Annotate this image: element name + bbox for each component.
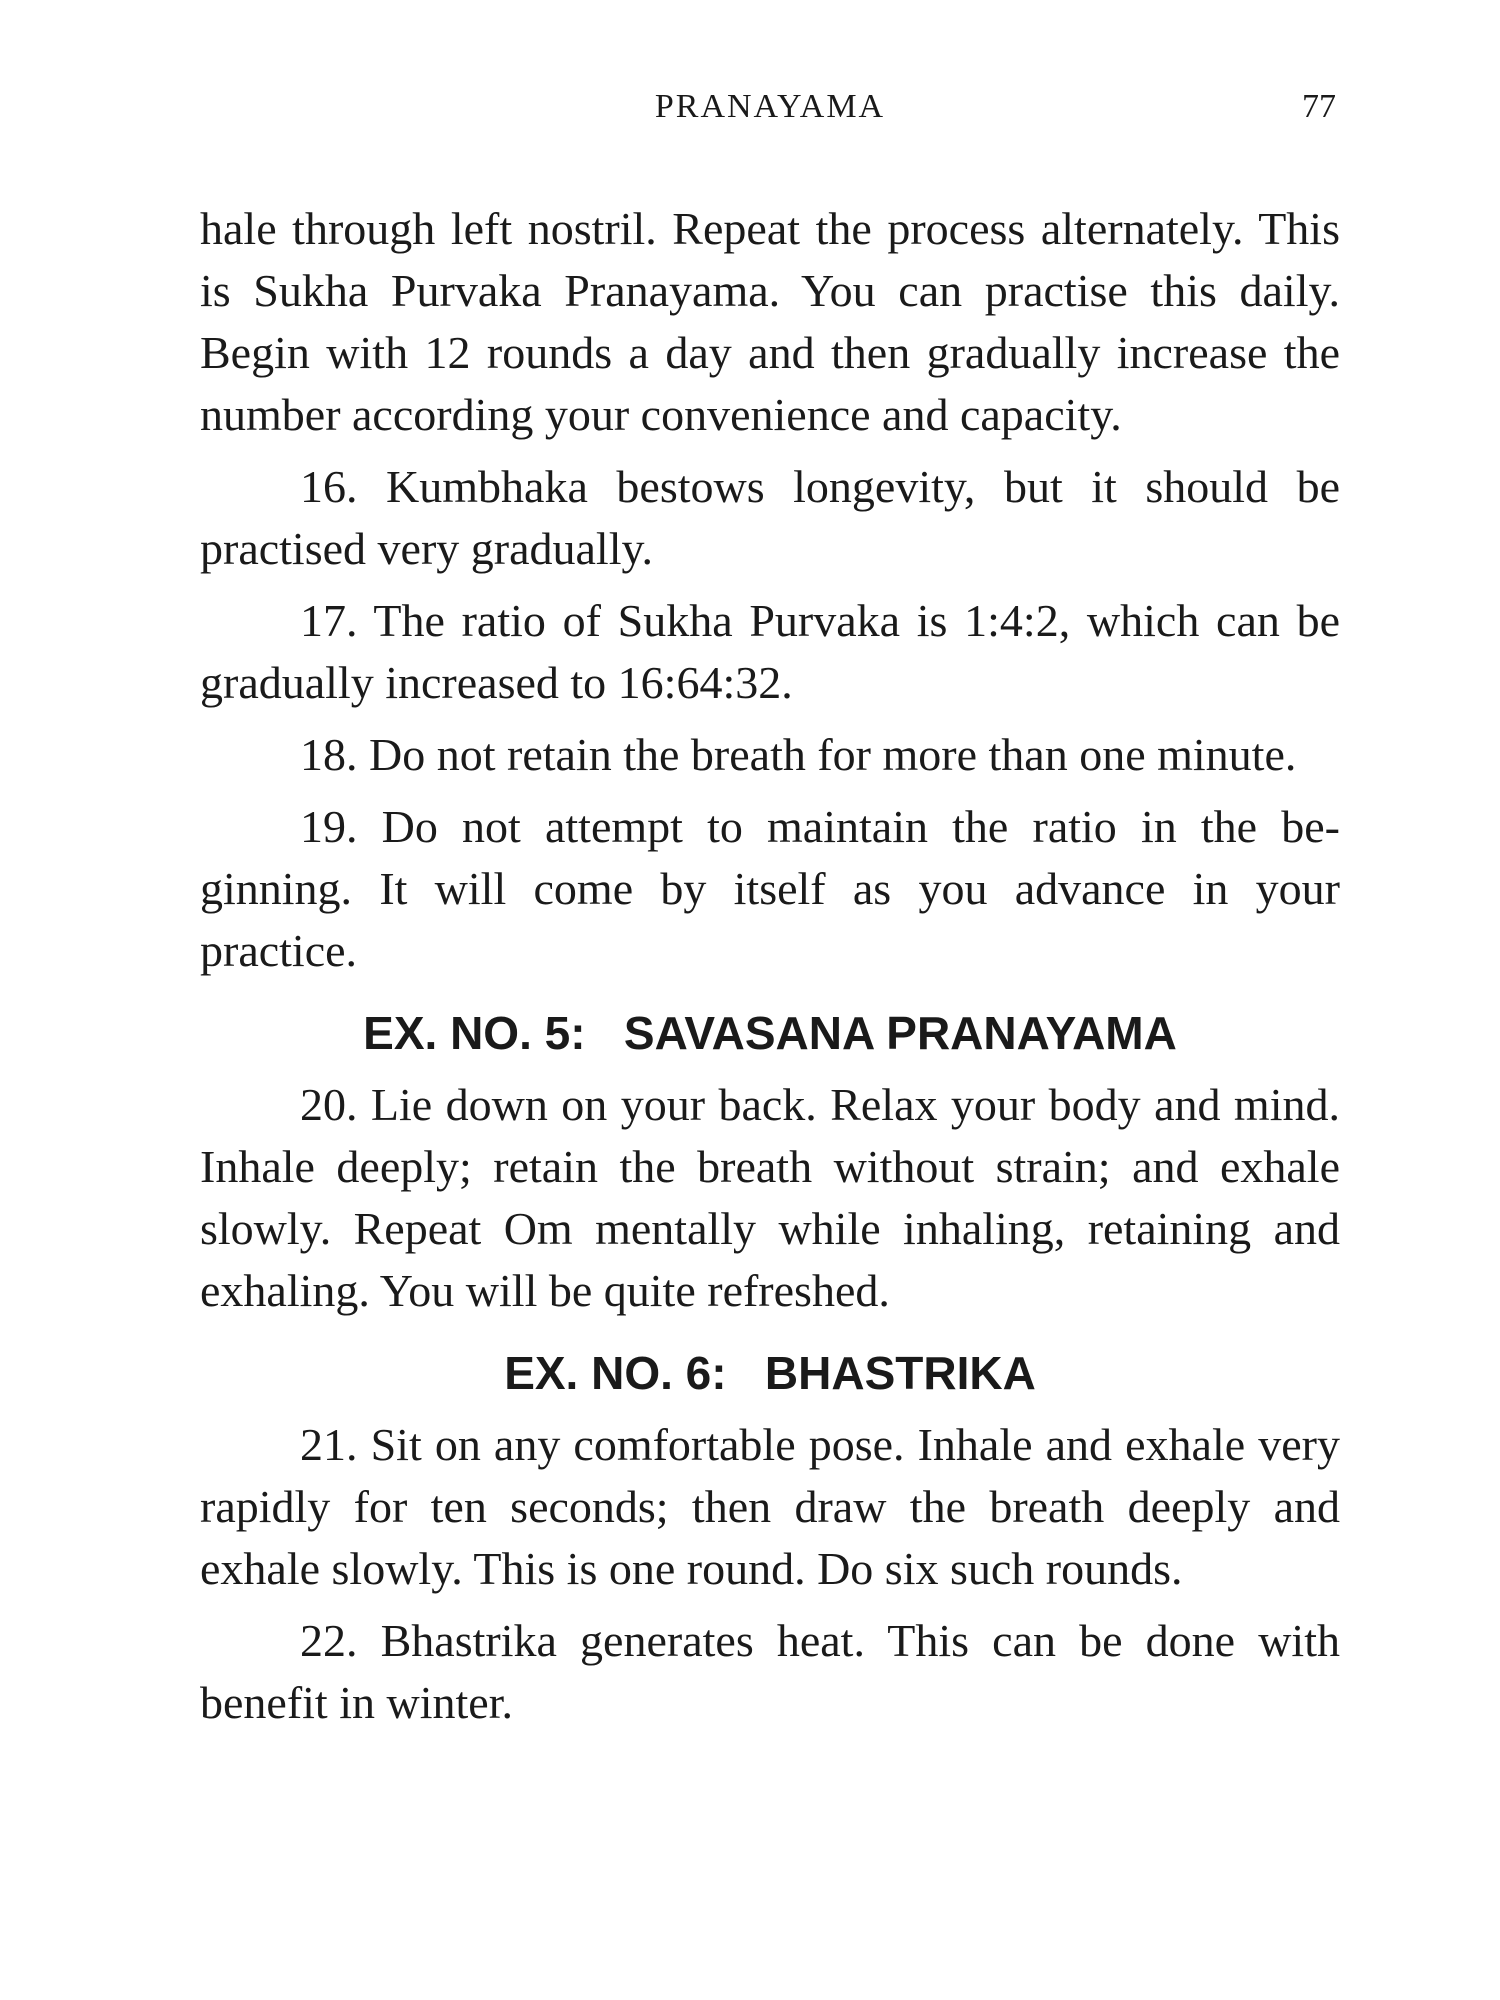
paragraph-18: 18. Do not retain the breath for more than one minute. bbox=[300, 729, 1297, 780]
paragraph-16: 16. Kumbhaka bestows longevity, but it should be practised very gradually. bbox=[200, 461, 1340, 574]
running-header bbox=[200, 88, 1340, 138]
section-heading-ex5: EX. NO. 5: SAVASANA PRANAYAMA bbox=[363, 1007, 1177, 1059]
paragraph-17: 17. The ratio of Sukha Purvaka is 1:4:2, which can be gradually increased to 16:64:32. bbox=[200, 595, 1340, 708]
paragraph-continuation: hale through left nostril. Repeat the process alternately. This is Sukha Purvaka Pranayama. You can practise this daily. Begin with 12 rounds a day and then gradually increase the number according your convenience and capacity. bbox=[200, 203, 1340, 440]
paragraph-21: 21. Sit on any comfortable pose. Inhale and exhale very rapidly for ten seconds; then draw the breath deeply and exhale slowly. This is one round. Do six such rounds. bbox=[200, 1419, 1340, 1594]
page-body bbox=[200, 198, 1340, 1734]
section-heading-ex6: EX. NO. 6: BHASTRIKA bbox=[504, 1347, 1036, 1399]
running-title: PRANAYAMA bbox=[654, 88, 886, 125]
paragraph-22: 22. Bhastrika generates heat. This can be done with benefit in winter. bbox=[200, 1615, 1340, 1728]
page-number: 77 bbox=[1302, 88, 1336, 125]
paragraph-19: 19. Do not attempt to maintain the ratio in the beginning. It will come by itself as you advance in your practice. bbox=[200, 801, 1340, 976]
paragraph-20: 20. Lie down on your back. Relax your body and mind. Inhale deeply; retain the breath without strain; and exhale slowly. Repeat Om mentally while inhaling, retaining and exhaling. You will be quite refreshed. bbox=[200, 1079, 1340, 1316]
